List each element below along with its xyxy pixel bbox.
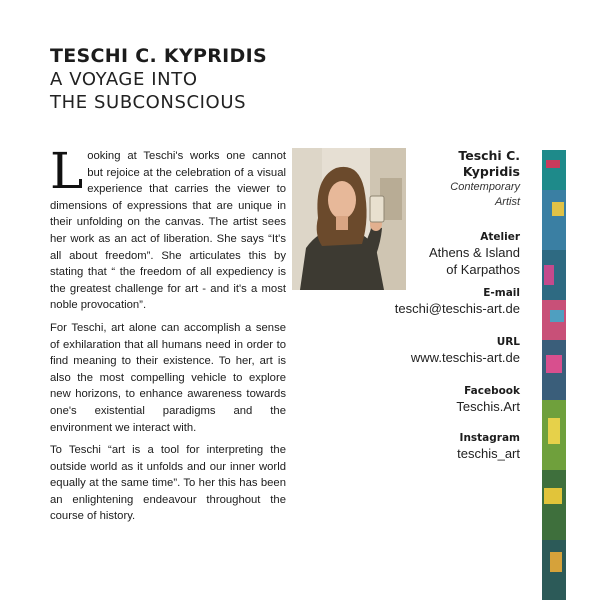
profile-role-line-2: Artist [494, 196, 520, 208]
facebook-label: Facebook [464, 385, 520, 397]
article-header [50, 44, 450, 114]
subtitle-line-2: THE SUBCONSCIOUS [50, 92, 247, 113]
drop-cap: L [50, 142, 84, 200]
artist-name-heading: TESCHI C. KYPRIDIS [50, 45, 267, 67]
email-label: E-mail [483, 287, 520, 299]
artist-profile-sidebar [360, 148, 520, 462]
subtitle-line-1: A VOYAGE INTO [50, 69, 198, 90]
email-value[interactable]: teschi@teschis-art.de [394, 301, 520, 316]
facebook-value[interactable]: Teschis.Art [456, 399, 520, 414]
atelier-label: Atelier [480, 231, 520, 243]
article-body [50, 142, 286, 531]
paragraph-1 [50, 142, 286, 314]
instagram-label: Instagram [459, 432, 520, 444]
paragraph-2: For Teschi, art alone can accomplish a sense of exhilaration that all humans need in order to find meaning to their existence. To her, art is also the most compelling vehicle to explore new horizons, to enhance awareness towards one's existential paradigms and the environment we interact with. [50, 321, 286, 434]
atelier-line-2: of Karpathos [446, 262, 520, 277]
atelier-line-1: Athens & Island [428, 245, 520, 260]
url-value[interactable]: www.teschis-art.de [410, 350, 520, 365]
url-label: URL [496, 336, 520, 348]
profile-name-line-2: Kypridis [462, 164, 520, 179]
paragraph-1-text: ooking at Teschi's works one cannot but rejoice at the celebration of a visual experience that carries the viewer to dimensions of expressions that are unique in their unfolding on the canvas. The artist sees her work as an act of liberation. She says “It's all about freedom”. She articulates this by stating that “ the freedom of all expediency is the greatest challenge for art - and it's a most noble provocation”. [50, 150, 286, 312]
profile-name-line-1: Teschi C. [458, 148, 520, 163]
instagram-value[interactable]: teschis_art [457, 446, 520, 461]
profile-role-line-1: Contemporary [450, 181, 520, 193]
artwork-strip-image [542, 150, 566, 600]
paragraph-3: To Teschi “art is a tool for interpreting the outside world as it unfolds and our inner world equally at the same time”. To her this has been an enlightening endeavour throughout the course of history. [50, 444, 286, 523]
